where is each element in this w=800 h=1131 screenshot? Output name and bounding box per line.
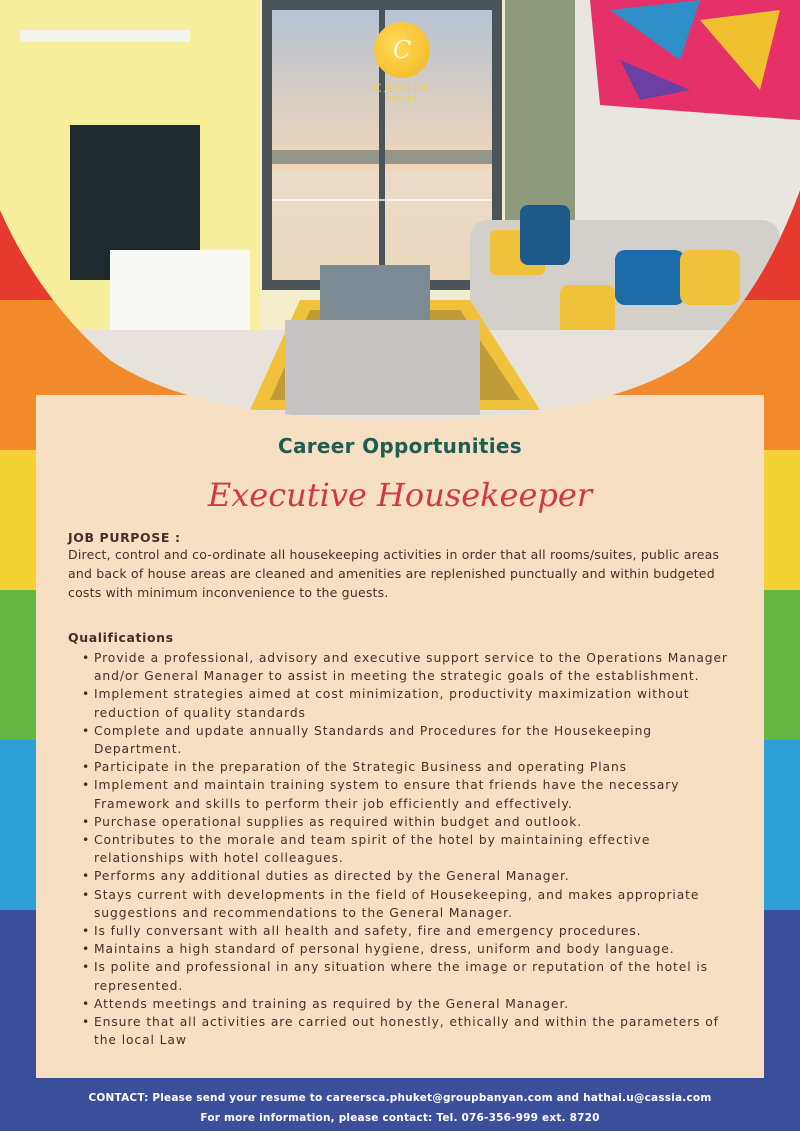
hero-photo (0, 0, 800, 420)
list-item: • Is polite and professional in any situation where the image or reputation of the hotel is represented. (82, 958, 736, 994)
logo-emblem-icon (374, 22, 430, 78)
list-item: • Performs any additional duties as directed by the General Manager. (82, 867, 736, 885)
list-item: • Provide a professional, advisory and executive support service to the Operations Manager and/or General Manager to assist in meeting the strategic goals of the establishment. (82, 649, 736, 685)
list-item: • Purchase operational supplies as required within budget and outlook. (82, 813, 736, 831)
job-title: Executive Housekeeper (207, 476, 593, 514)
job-purpose-text: Direct, control and co-ordinate all housekeeping activities in order that all rooms/suites, public areas and back of house areas are cleaned and amenities are replenished punctually and within budgeted costs with minimum inconvenience to the guests. (68, 547, 720, 600)
contact-line-phone: For more information, please contact: Tel. 076-356-999 ext. 8720 (200, 1112, 600, 1124)
logo-monogram: C (392, 36, 412, 64)
list-item: • Participate in the preparation of the Strategic Business and operating Plans (82, 758, 736, 776)
list-item: • Maintains a high standard of personal hygiene, dress, uniform and body language. (82, 940, 736, 958)
contact-line-email: CONTACT: Please send your resume to careersca.phuket@groupbanyan.com and hathai.u@cassia.com (88, 1092, 712, 1104)
list-item: • Stays current with developments in the field of Housekeeping, and makes appropriate suggestions and recommendations to the General Manager. (82, 886, 736, 922)
logo-brand: CASSIA (372, 80, 432, 95)
contact-footer (0, 1088, 800, 1128)
job-purpose-label: JOB PURPOSE : (68, 530, 181, 545)
qualifications-section (68, 630, 736, 1049)
list-item: • Complete and update annually Standards and Procedures for the Housekeeping Department. (82, 722, 736, 758)
list-item: • Implement and maintain training system to ensure that friends have the necessary Framework and skills to perform their job efficiently and effectively. (82, 776, 736, 812)
list-item: • Is fully conversant with all health and safety, fire and emergency procedures. (82, 922, 736, 940)
section-heading: Career Opportunities (277, 434, 522, 458)
qualifications-label: Qualifications (68, 630, 174, 645)
logo-location: PHUKET (387, 96, 417, 103)
list-item: • Attends meetings and training as required by the General Manager. (82, 995, 736, 1013)
cassia-logo (360, 22, 444, 112)
qualifications-list (68, 649, 736, 1049)
list-item: • Ensure that all activities are carried out honestly, ethically and within the parameters of the local Law (82, 1013, 736, 1049)
list-item: • Implement strategies aimed at cost minimization, productivity maximization without reduction of quality standards (82, 685, 736, 721)
job-purpose-section (68, 530, 736, 602)
list-item: • Contributes to the morale and team spirit of the hotel by maintaining effective relationships with hotel colleagues. (82, 831, 736, 867)
